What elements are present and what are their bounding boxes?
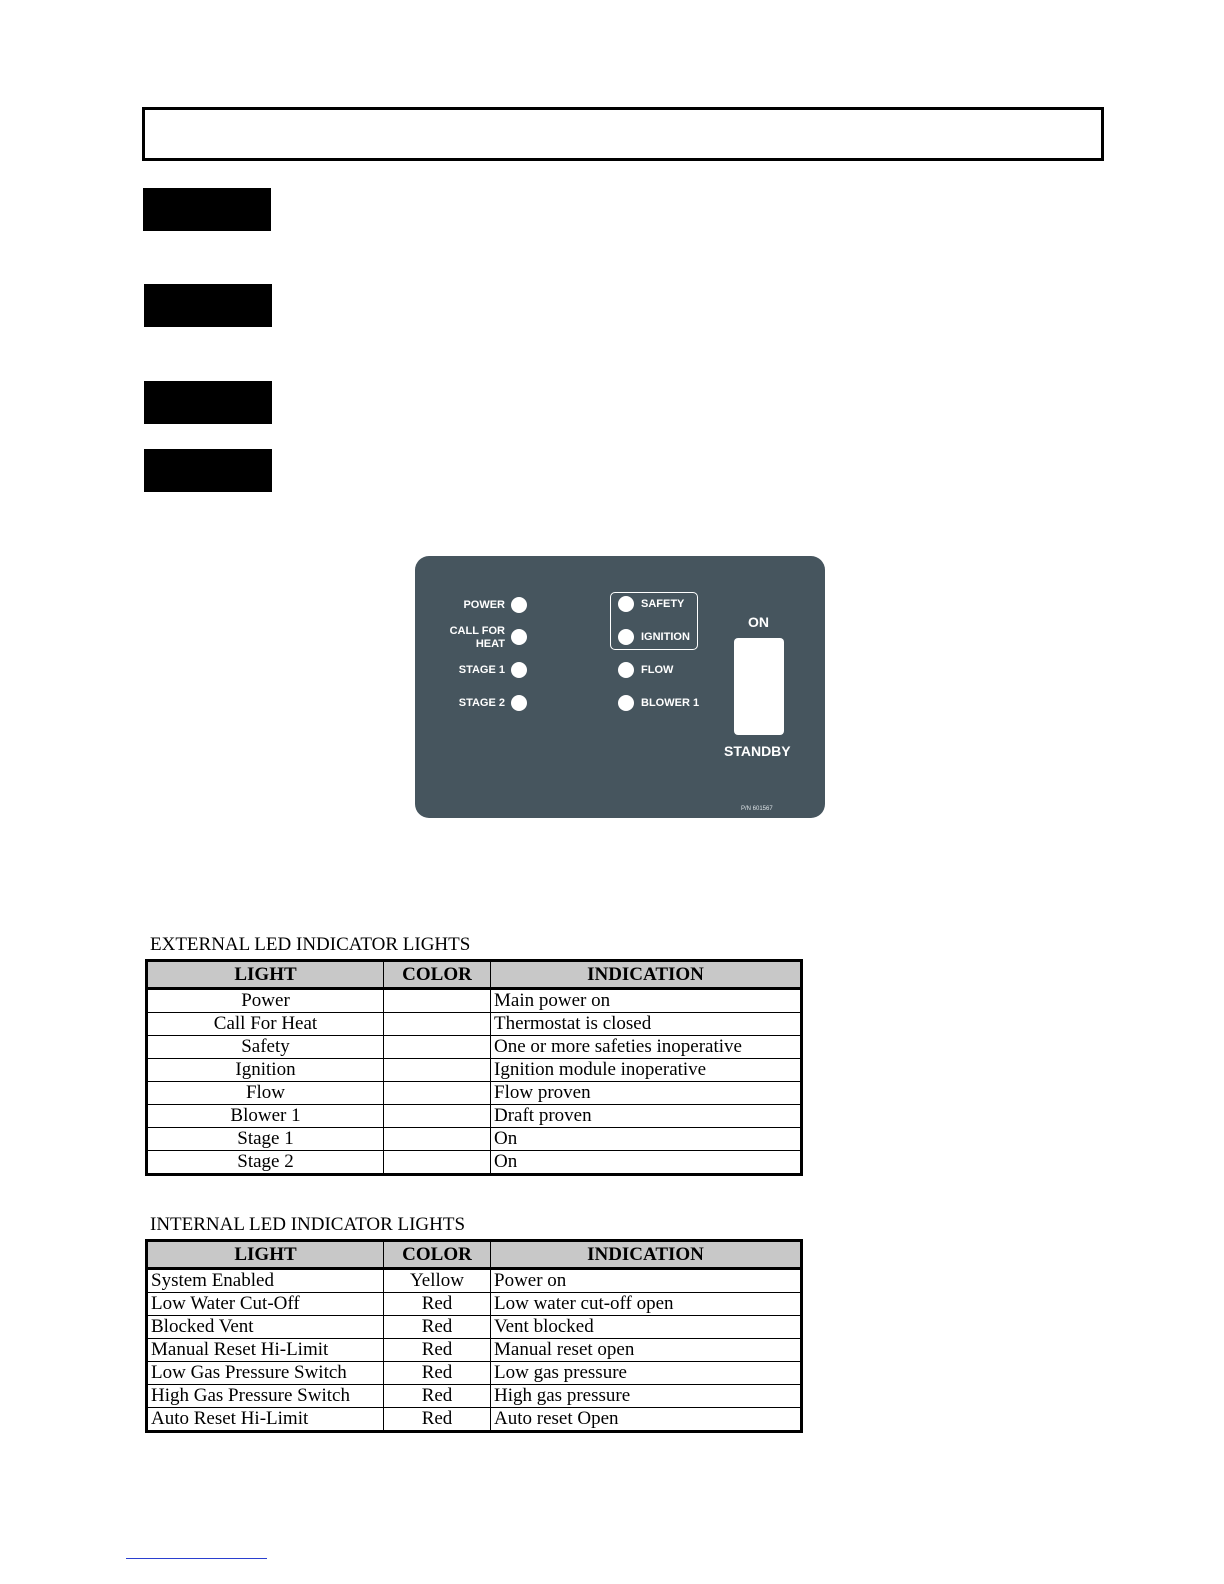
power-led [511,597,527,613]
part-number: P/N 601567 [741,806,773,812]
redacted-heading-block [144,381,272,424]
led-label-safety: SAFETY [641,598,685,610]
cell-light: Ignition [147,1059,384,1082]
table-row [147,1385,802,1408]
cell-color: Red [384,1339,491,1362]
cell-indication: Thermostat is closed [491,1013,802,1036]
cell-indication: Draft proven [491,1105,802,1128]
redacted-heading-block [144,284,272,327]
table-row [147,1408,802,1432]
cell-light: Power [147,989,384,1013]
cell-color: Red [384,1385,491,1408]
cell-light: Low Gas Pressure Switch [147,1362,384,1385]
cell-light: System Enabled [147,1269,384,1293]
internal-led-table [145,1239,803,1433]
table-row [147,1316,802,1339]
table-header-row [147,1241,802,1269]
led-label-stage-1: STAGE 1 [458,664,505,676]
column-header-color: COLOR [384,961,491,989]
cell-light: Low Water Cut-Off [147,1293,384,1316]
cell-indication: One or more safeties inoperative [491,1036,802,1059]
cell-light: Manual Reset Hi-Limit [147,1339,384,1362]
table-row [147,1293,802,1316]
stage-2-led [511,695,527,711]
cell-light: Blower 1 [147,1105,384,1128]
table-row [147,989,802,1013]
column-header-color: COLOR [384,1241,491,1269]
table-row [147,1036,802,1059]
cell-color: Red [384,1316,491,1339]
column-header-light: LIGHT [147,1241,384,1269]
led-label-power: POWER [463,599,505,611]
redacted-heading-block [143,188,271,231]
table-row [147,1105,802,1128]
cell-light: Stage 1 [147,1128,384,1151]
table-row [147,1269,802,1293]
cell-indication: On [491,1128,802,1151]
cell-indication: Flow proven [491,1082,802,1105]
table-row [147,1339,802,1362]
redacted-heading-block [144,449,272,492]
cell-light: Stage 2 [147,1151,384,1175]
cell-light: Safety [147,1036,384,1059]
led-label-blower-1: BLOWER 1 [641,697,700,709]
table-row [147,1013,802,1036]
cell-color: Red [384,1293,491,1316]
table-row [147,1128,802,1151]
cell-light: Blocked Vent [147,1316,384,1339]
on-standby-rocker-switch [734,638,784,735]
table-row [147,1082,802,1105]
cell-color: Red [384,1362,491,1385]
column-header-indication: INDICATION [491,961,802,989]
external-table-caption: EXTERNAL LED INDICATOR LIGHTS [150,934,471,955]
table-header-row [147,961,802,989]
call-for-heat-led [511,629,527,645]
cell-color [384,1128,491,1151]
cell-indication: Main power on [491,989,802,1013]
cell-color [384,1036,491,1059]
table-row [147,1151,802,1175]
flow-led [618,662,634,678]
cell-light: Auto Reset Hi-Limit [147,1408,384,1432]
cell-color [384,1013,491,1036]
section-title-box [142,107,1104,161]
cell-light: High Gas Pressure Switch [147,1385,384,1408]
column-header-indication: INDICATION [491,1241,802,1269]
led-label-ignition: IGNITION [641,631,690,643]
internal-table-caption: INTERNAL LED INDICATOR LIGHTS [150,1214,466,1235]
table-row [147,1059,802,1082]
stage-1-led [511,662,527,678]
cell-color: Yellow [384,1269,491,1293]
cell-color [384,1082,491,1105]
cell-indication: Power on [491,1269,802,1293]
cell-color [384,1105,491,1128]
cell-indication: Ignition module inoperative [491,1059,802,1082]
column-header-light: LIGHT [147,961,384,989]
footer-link-underline [126,1558,267,1559]
blower-1-led [618,695,634,711]
control-panel-diagram [415,556,825,818]
table-row [147,1362,802,1385]
cell-indication: Low gas pressure [491,1362,802,1385]
cell-indication: High gas pressure [491,1385,802,1408]
cell-color: Red [384,1408,491,1432]
cell-light: Flow [147,1082,384,1105]
cell-light: Call For Heat [147,1013,384,1036]
cell-indication: Auto reset Open [491,1408,802,1432]
safety-led [618,596,634,612]
cell-color [384,1151,491,1175]
external-led-table [145,959,803,1176]
cell-indication: Low water cut-off open [491,1293,802,1316]
ignition-led [618,629,634,645]
cell-indication: Manual reset open [491,1339,802,1362]
cell-color [384,1059,491,1082]
led-label-call-for-heat: CALL FOR HEAT [449,625,505,650]
switch-standby-label: STANDBY [724,743,791,759]
cell-indication: Vent blocked [491,1316,802,1339]
switch-on-label: ON [748,614,769,630]
led-label-flow: FLOW [641,664,674,676]
cell-color [384,989,491,1013]
cell-indication: On [491,1151,802,1175]
led-label-stage-2: STAGE 2 [458,697,505,709]
